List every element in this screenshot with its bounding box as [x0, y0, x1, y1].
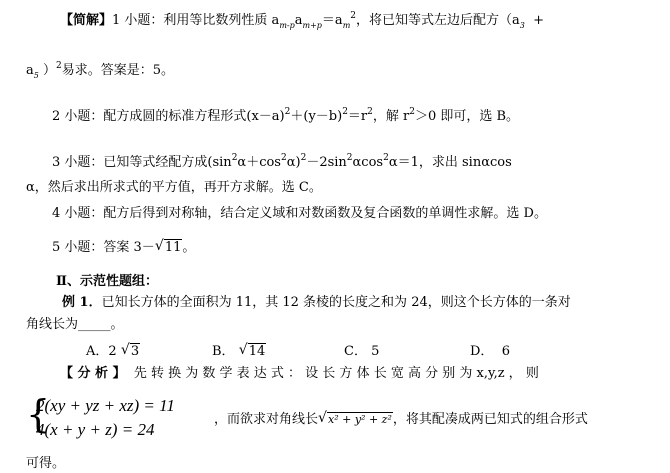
line-7: 5 小题：答案 3－√ 11。	[52, 240, 195, 256]
line-6: 4 小题：配方后得到对称轴，结合定义域和对数函数及复合函数的单调性求解。选 D。	[52, 206, 547, 221]
line-4: 3 小题：已知等式经配方成$(\sin^2\alpha+\cos^2\alpha)^2-2\sin^2\alpha\cos^2\alpha=1$，求出 sinαcos	[52, 153, 512, 170]
sqrt-diagonal: √ x² + y² + z²	[318, 412, 393, 428]
option-b: B． √ 14	[212, 344, 266, 360]
line-5: α，然后求出所求式的平方值，再开方求解。选 C。	[26, 180, 322, 195]
sqrt-14: √ 14	[239, 344, 267, 360]
option-a: A．2 √ 3	[86, 344, 140, 360]
brief-solution-label: 【简解】	[60, 13, 113, 28]
line-10: 角线长为_____。	[26, 317, 124, 332]
left-brace: {	[26, 392, 51, 436]
equation-1: 2(xy + yz + xz) = 11	[36, 396, 175, 415]
equation-system	[26, 392, 226, 442]
line-1: 【简解】1 小题：利用等比数列性质 $a_{m-p}a_{m+p}=a_m^2$，将已知等式左边后配方（$a_3$ +	[60, 11, 545, 30]
sqrt-11: √ 11	[155, 240, 183, 256]
option-d: D． 6	[470, 344, 510, 359]
analysis-line: 【 分 析 】 先 转 换 为 数 学 表 达 式 ： 设 长 方 体 长 宽 高 分 别 为 x,y,z ， 则	[60, 366, 539, 381]
example-label: 例 1．	[62, 295, 102, 310]
equation-2: 4(x + y + z) = 24	[36, 420, 155, 439]
section-heading: Ⅱ、示范性题组：	[56, 274, 158, 289]
line-3: 2 小题：配方成圆的标准方程形式$(x-a)^2+(y-b)^2=r^2$，解 $r^2>0$ 即可，选 B。	[52, 107, 520, 124]
analysis-label: 【 分 析 】	[60, 366, 126, 381]
diagonal-line: ，而欲求对角线长√ x² + y² + z²，将其配凑成两已知式的组合形式	[214, 412, 588, 428]
example-1-line: 例 1．已知长方体的全面积为 11，其 12 条棱的长度之和为 24，则这个长方体的一条对	[62, 295, 571, 310]
line-last: 可得。	[26, 456, 66, 471]
option-c: C． 5	[344, 344, 380, 359]
sqrt-3: √ 3	[121, 344, 140, 360]
line-2: $a_5$ ）$^2$易求。答案是：5。	[26, 61, 175, 80]
